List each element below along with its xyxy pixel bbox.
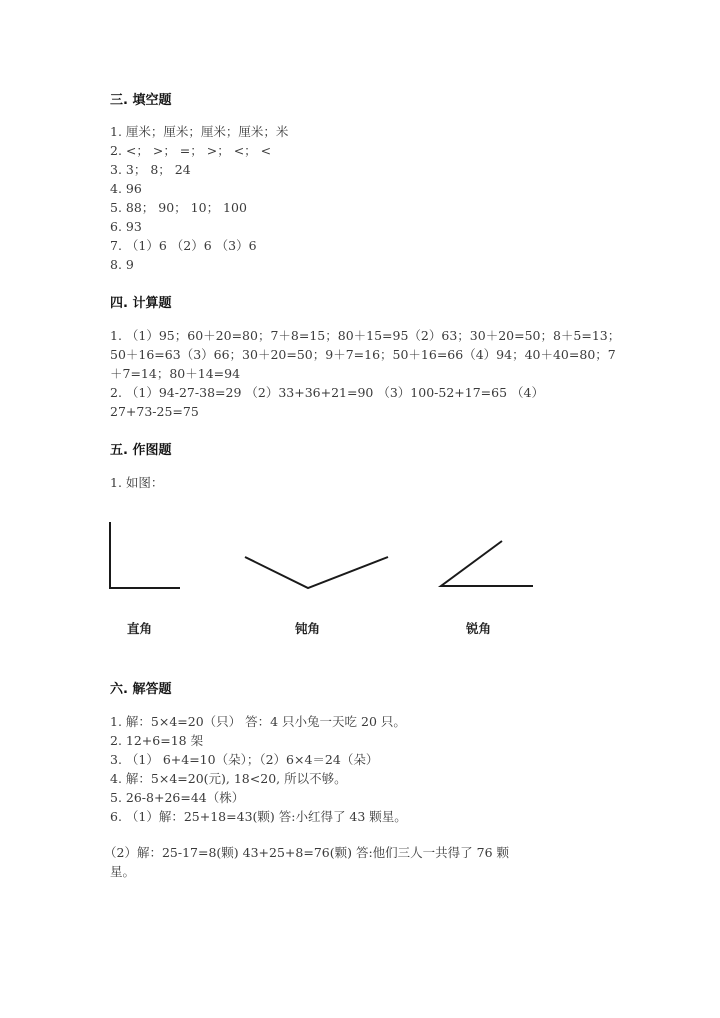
answer-line: 2. <； >； =； >； <； < <box>110 143 272 158</box>
answer-line: 1. 厘米；厘米；厘米；厘米；米 <box>110 124 289 139</box>
answer-line: 4. 96 <box>110 181 142 196</box>
answer-line: 2. （1）94-27-38=29 （2）33+36+21=90 （3）100-52+17=65 （4） <box>110 385 544 400</box>
answer-line: 1. （1）95；60＋20=80；7＋8=15；80＋15=95（2）63；30＋20=50；8＋5=13； <box>110 328 621 343</box>
answer-line: 27+73-25=75 <box>110 404 199 419</box>
acute-angle-label: 锐角 <box>466 621 492 636</box>
right-angle-label: 直角 <box>127 621 153 636</box>
answer-line: 3. 3； 8； 24 <box>110 162 191 177</box>
answer-line: ＋7=14；80＋14=94 <box>110 366 241 381</box>
section-title-calculation: 四. 计算题 <box>110 296 172 311</box>
obtuse-angle-figure <box>245 557 388 588</box>
answer-line: 4. 解：5×4=20(元), 18<20, 所以不够。 <box>110 771 347 786</box>
answer-line: 3. （1） 6+4=10（朵）；（2）6×4＝24（朵） <box>110 752 379 767</box>
answer-line: 6. （1）解：25+18=43(颗) 答:小红得了 43 颗星。 <box>110 809 407 824</box>
section-title-word-problems: 六. 解答题 <box>110 682 172 697</box>
answer-line: 50＋16=63（3）66；30＋20=50；9＋7=16；50＋16=66（4）94；40＋40=80；7 <box>110 347 616 362</box>
section-title-drawing: 五. 作图题 <box>110 443 172 458</box>
answer-line: 6. 93 <box>110 219 142 234</box>
answer-line: 8. 9 <box>110 257 134 272</box>
obtuse-angle-label: 钝角 <box>295 621 321 636</box>
acute-angle-figure <box>441 541 533 586</box>
right-angle-figure <box>110 523 179 588</box>
drawing-intro: 1. 如图： <box>110 475 164 490</box>
answer-line: 星。 <box>110 864 136 879</box>
section-title-fill-blank: 三. 填空题 <box>110 93 172 108</box>
answer-line: 2. 12+6=18 架 <box>110 733 204 748</box>
answer-line: 7. （1）6 （2）6 （3）6 <box>110 238 257 253</box>
answer-line: 5. 88； 90； 10； 100 <box>110 200 247 215</box>
answer-line: 1. 解：5×4=20（只） 答：4 只小兔一天吃 20 只。 <box>110 714 406 729</box>
answer-line: 5. 26-8+26=44（株） <box>110 790 245 805</box>
answer-line: （2）解：25-17=8(颗) 43+25+8=76(颗) 答:他们三人一共得了 76 颗 <box>104 845 510 860</box>
